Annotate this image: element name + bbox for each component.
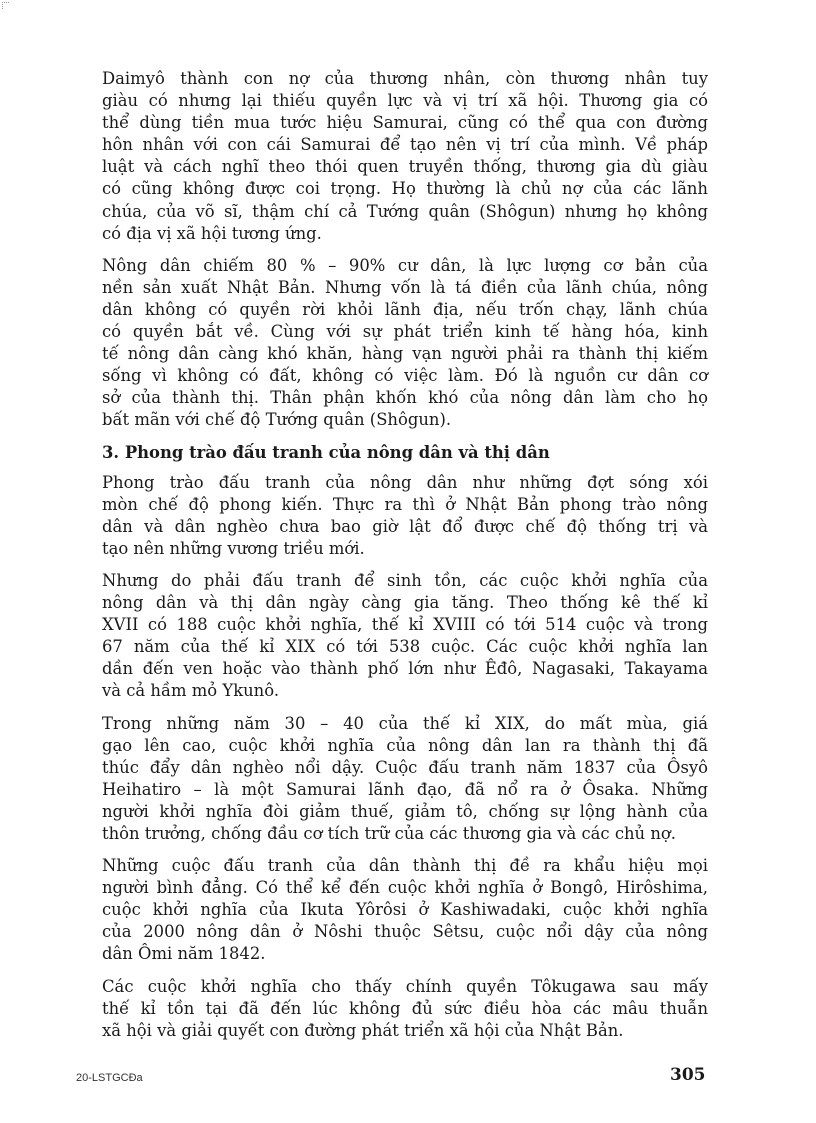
paragraph-movement — [76, 472, 708, 560]
text-line: bất mãn với chế độ Tướng quân (Shôgun). — [102, 410, 452, 430]
text-line: mòn chế độ phong kiến. Thực ra thì ở Nhật Bản phong trào nông — [102, 494, 708, 514]
text-line: cuộc khởi nghĩa của Ikuta Yôrôsi ở Kashiwadaki, cuộc khởi nghĩa — [102, 900, 708, 920]
text-line: Nông dân chiếm 80 % – 90% cư dân, là lực lượng cơ bản của — [102, 255, 708, 275]
text-line: xã hội và giải quyết con đường phát triển xã hội của Nhật Bản. — [102, 1020, 624, 1040]
text-line: dân và dân nghèo chưa bao giờ lật đổ được chế độ thống trị và — [102, 516, 708, 536]
paragraph-1830s — [76, 713, 708, 846]
paragraph-urban-struggles — [76, 855, 708, 965]
footer-code: 20-LSTGCĐa — [76, 1072, 143, 1084]
text-line: thế kỉ tồn tại đã đến lúc không đủ sức điều hòa các mâu thuẫn — [102, 998, 708, 1018]
text-line: gạo lên cao, cuộc khởi nghĩa của nông dân lan ra thành thị đã — [102, 735, 708, 755]
text-line: thôn trưởng, chống đầu cơ tích trữ của các thương gia và các chủ nợ. — [102, 824, 676, 843]
paragraph-uprisings — [76, 570, 708, 703]
text-line: Daimyô thành con nợ của thương nhân, còn thương nhân tuy — [102, 69, 708, 88]
text-line: thúc đẩy dân nghèo nổi dậy. Cuộc đấu tranh năm 1837 của Ôsyô — [102, 757, 708, 777]
paragraph-peasants — [76, 255, 708, 432]
text-line: có cũng không được coi trọng. Họ thường là chủ nợ của các lãnh — [102, 179, 708, 199]
text-line: tạo nên những vương triều mới. — [102, 538, 365, 558]
text-line: dần đến ven hoặc vào thành phố lớn như Êđô, Nagasaki, Takayama — [102, 659, 708, 679]
text-line: người bình đẳng. Có thể kể đến cuộc khởi nghĩa ở Bongô, Hirôshima, — [102, 878, 708, 898]
text-line: Những cuộc đấu tranh của dân thành thị đề ra khẩu hiệu mọi — [102, 856, 708, 876]
paragraph-merchants — [76, 68, 708, 245]
text-line: Heihatiro – là một Samurai lãnh đạo, đã nổ ra ở Ôsaka. Những — [102, 779, 708, 799]
text-line: giàu có nhưng lại thiếu quyền lực và vị trí xã hội. Thương gia có — [102, 91, 708, 111]
text-line: hôn nhân với con cái Samurai để tạo nên vị trí của mình. Về pháp — [102, 135, 708, 155]
text-line: Phong trào đấu tranh của nông dân như những đợt sóng xói — [102, 472, 708, 492]
text-line: Nhưng do phải đấu tranh để sinh tồn, các cuộc khởi nghĩa của — [102, 570, 708, 590]
text-line: tế nông dân càng khó khăn, hàng vạn người phải ra thành thị kiếm — [102, 344, 708, 364]
text-line: và cả hầm mỏ Ykunô. — [102, 681, 280, 701]
text-line: chúa, của võ sĩ, thậm chí cả Tướng quân (Shôgun) nhưng họ không — [102, 201, 708, 221]
scan-corner-mark — [2, 2, 9, 9]
text-line: có địa vị xã hội tương ứng. — [102, 223, 322, 243]
body-text — [76, 68, 708, 1052]
text-line: nông dân và thị dân ngày càng gia tăng. Theo thống kê thế kỉ — [102, 593, 708, 613]
text-line: Trong những năm 30 – 40 của thế kỉ XIX, do mất mùa, giá — [102, 713, 708, 733]
text-line: nền sản xuất Nhật Bản. Nhưng vốn là tá điền của lãnh chúa, nông — [102, 277, 708, 297]
text-line: XVII có 188 cuộc khởi nghĩa, thế kỉ XVIII có tới 514 cuộc và trong — [102, 615, 708, 635]
text-line: của 2000 nông dân ở Nôshi thuộc Sêtsu, cuộc nổi dậy của nông — [102, 922, 708, 942]
page-number: 305 — [670, 1065, 706, 1085]
text-line: dân không có quyền rời khỏi lãnh địa, nếu trốn chạy, lãnh chúa — [102, 299, 708, 319]
section-heading: 3. Phong trào đấu tranh của nông dân và thị dân — [102, 442, 550, 462]
text-line: có quyền bắt về. Cùng với sự phát triển kinh tế hàng hóa, kinh — [102, 322, 708, 342]
text-line: 67 năm của thế kỉ XIX có tới 538 cuộc. Các cuộc khởi nghĩa lan — [102, 637, 708, 657]
text-line: dân Ômi năm 1842. — [102, 944, 266, 964]
text-line: sở của thành thị. Thân phận khốn khó của nông dân làm cho họ — [102, 388, 708, 408]
text-line: Các cuộc khởi nghĩa cho thấy chính quyền Tôkugawa sau mấy — [102, 976, 708, 996]
text-line: sống vì không có đất, không có việc làm. Đó là nguồn cư dân cơ — [102, 366, 708, 386]
text-line: người khởi nghĩa đòi giảm thuế, giảm tô, chống sự lộng hành của — [102, 801, 708, 821]
paragraph-conclusion — [76, 976, 708, 1042]
text-line: luật và cách nghĩ theo thói quen truyền thống, thương gia dù giàu — [102, 157, 708, 177]
text-line: thể dùng tiền mua tước hiệu Samurai, cũng có thể qua con đường — [102, 113, 708, 133]
